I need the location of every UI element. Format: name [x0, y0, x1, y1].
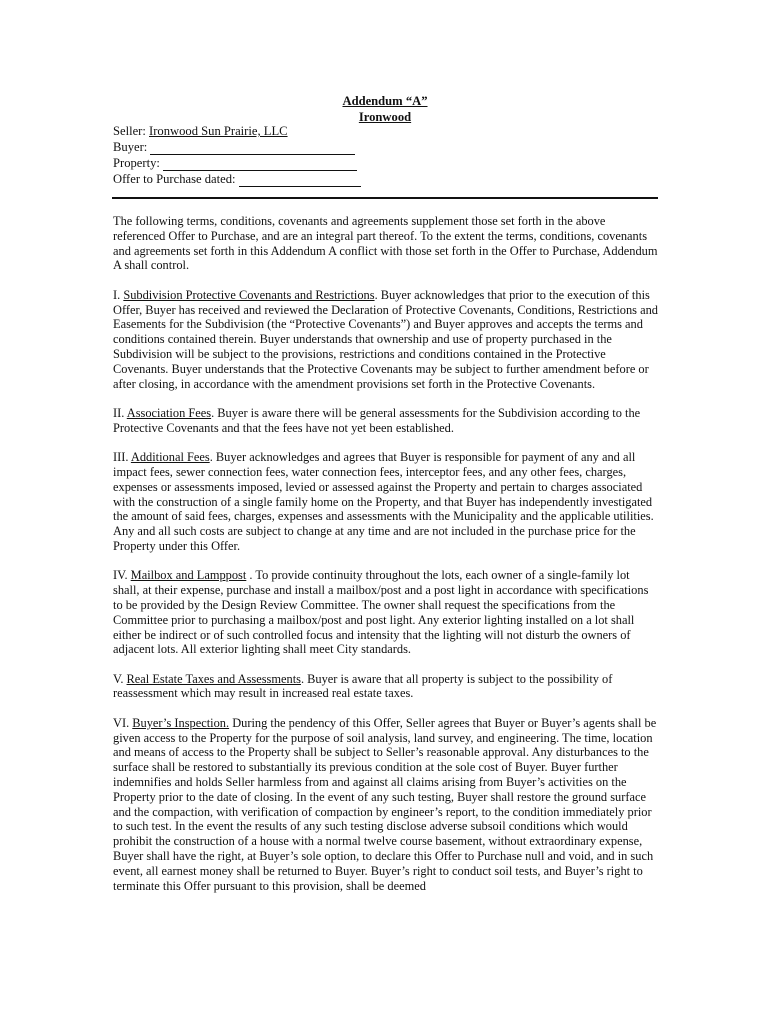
section-text: . Buyer acknowledges that prior to the execution of this Offer, Buyer has received and reviewed the Declaration of Protective Covenants, Conditions, Restrictions and Easements for the Subdivision (the “Protective Covenants”) and Buyer approves and accepts the terms and conditions contained therein. Buyer understands that ownership and use of property purchased in the Subdivision will be subject to the provisions, restrictions and conditions contained in the Protective Covenants. Buyer understands that the Protective Covenants may be subject to further amendment before or after closing, in accordance with the amendment provisions set forth in the Protective Covenants. [113, 287, 658, 391]
property-line [113, 155, 361, 171]
section-heading: Association Fees [126, 405, 212, 420]
buyer-line [113, 139, 361, 155]
section-heading: Buyer’s Inspection. [132, 715, 230, 730]
seller-value: Ironwood Sun Prairie, LLC [149, 124, 288, 138]
section-heading: Subdivision Protective Covenants and Restrictions [123, 287, 375, 302]
buyer-blank[interactable] [150, 141, 355, 155]
document-body [113, 214, 658, 908]
section-number: I. [113, 287, 124, 302]
section-number: IV. [113, 568, 131, 583]
intro-paragraph: The following terms, conditions, covenants and agreements supplement those set forth in the above referenced Offer to Purchase, and are an integral part thereof. To the extent the terms, conditions, covenants and agreements set forth in this Addendum A conflict with those set forth in the Offer to Purchase, Addendum A shall control. [113, 214, 658, 273]
party-fields [113, 123, 361, 187]
section-paragraph [113, 672, 658, 702]
section-paragraph [113, 568, 658, 657]
section-paragraph [113, 450, 658, 554]
section-text: . Buyer is aware there will be general assessments for the Subdivision according to the Protective Covenants and that the fees have not yet been established. [113, 405, 641, 435]
document-subtitle: Ironwood [358, 110, 412, 124]
section-heading: Real Estate Taxes and Assessments [126, 671, 301, 686]
section-heading: Additional Fees [130, 450, 210, 465]
offer-date-line [113, 171, 361, 187]
section-paragraph [113, 406, 658, 436]
property-label: Property: [113, 156, 160, 170]
section-number: III. [113, 450, 131, 465]
seller-line [113, 123, 361, 139]
document-title: Addendum “A” [342, 94, 428, 108]
offer-date-blank[interactable] [239, 173, 361, 187]
section-text: . Buyer is aware that all property is subject to the possibility of reassessment which may result in increased real estate taxes. [113, 671, 613, 701]
seller-label: Seller: [113, 124, 150, 138]
property-blank[interactable] [163, 157, 357, 171]
section-paragraph [113, 716, 658, 894]
horizontal-divider [112, 197, 658, 199]
section-number: II. [113, 405, 127, 420]
buyer-label: Buyer: [113, 140, 151, 154]
section-paragraph [113, 288, 658, 392]
offer-date-label: Offer to Purchase dated: [113, 172, 239, 186]
section-number: V. [113, 671, 127, 686]
section-text: . Buyer acknowledges and agrees that Buyer is responsible for payment of any and all impact fees, sewer connection fees, water connection fees, interceptor fees, and any other fees, charges, expenses or assessments imposed, levied or assessed against the Property and pertain to charges associated with the construction of a single family home on the Property, and that Buyer has independently investigated the amount of said fees, charges, expenses and assessments with the Municipality and the applicable utilities. Any and all such costs are subject to change at any time and are not included in the purchase price for the Property under this Offer. [113, 450, 654, 553]
section-heading: Mailbox and Lamppost [130, 568, 247, 583]
section-number: VI. [113, 715, 133, 730]
document-header [0, 93, 770, 125]
section-text: . To provide continuity throughout the lots, each owner of a single-family lot shall, at their expense, purchase and install a mailbox/post and a post light in accordance with specifications to be provided by the Design Review Committee. The owner shall request the specifications from the Committee prior to purchasing a mailbox/post and post light. Any exterior lighting installed on a lot shall either be indirect or of such controlled focus and intensity that the lighting will not disturb the owners of adjacent lots. All exterior lighting shall meet City standards. [113, 568, 649, 657]
section-text: During the pendency of this Offer, Seller agrees that Buyer or Buyer’s agents shall be given access to the Property for the purpose of soil analysis, land survey, and engineering. The time, location and means of access to the Property shall be subject to Seller’s reasonable approval. Any disturbances to the surface shall be restored to substantially its previous condition at the sole cost of Buyer. Buyer further indemnifies and holds Seller harmless from and against all claims arising from Buyer’s activities on the Property prior to the date of closing. In the event of any such testing, Buyer shall restore the ground surface and the compaction, with verification of compaction by engineer’s report, to the condition immediately prior to such test. In the event the results of any such testing disclose adverse subsoil conditions which would prohibit the construction of a house with a normal twelve course basement, without extraordinary expense, Buyer shall have the right, at Buyer’s sole option, to declare this Offer to Purchase null and void, and in such event, all earnest money shall be returned to Buyer. Buyer’s right to conduct soil tests, and Buyer’s right to terminate this Offer pursuant to this provision, shall be deemed [113, 715, 657, 893]
